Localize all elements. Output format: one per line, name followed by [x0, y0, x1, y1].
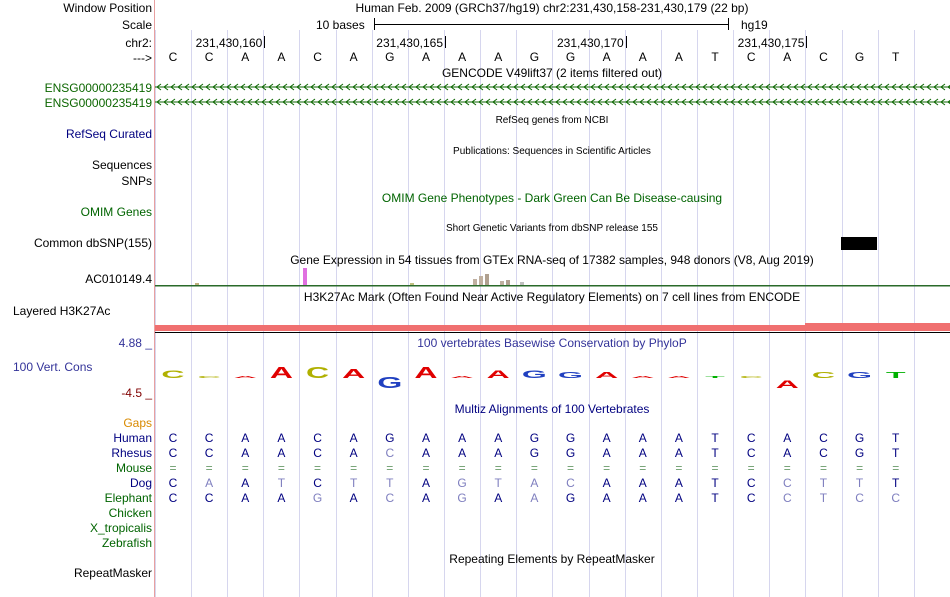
strand-arrow-label: ---> [133, 51, 152, 65]
dna-base: C [746, 50, 756, 64]
alignment-base: C [204, 431, 214, 445]
alignment-base: T [711, 431, 719, 445]
alignment-base: A [458, 446, 467, 460]
alignment-base: A [638, 446, 647, 460]
dna-base: A [277, 50, 286, 64]
alignment-base: A [421, 431, 430, 445]
coordinate-tick [626, 36, 627, 48]
phylop-track-title: 100 vertebrates Basewise Conservation by PhyloP [417, 336, 687, 350]
alignment-base: T [494, 476, 502, 490]
gtex-track-label[interactable]: AC010149.4 [85, 272, 152, 286]
alignment-base: C [566, 476, 575, 490]
dna-base: C [204, 50, 214, 64]
coordinate-tick [806, 36, 807, 48]
alignment-base: G [854, 431, 865, 445]
omim-track-label[interactable]: OMIM Genes [80, 205, 152, 219]
alignment-base: C [168, 476, 178, 490]
dna-base: A [349, 50, 358, 64]
alignment-base: A [421, 491, 430, 505]
track-image-area[interactable] [155, 0, 950, 597]
conservation-track-label[interactable]: 100 Vert. Cons [13, 360, 93, 374]
h3k27ac-track-title: H3K27Ac Mark (Often Found Near Active Regulatory Elements) on 7 cell lines from ENCODE [303, 290, 801, 304]
alignment-base: = [386, 461, 394, 475]
gaps-label: Gaps [123, 416, 152, 430]
alignment-base: A [277, 491, 286, 505]
alignment-base: A [494, 431, 503, 445]
alignment-base: = [458, 461, 466, 475]
alignment-base: T [892, 446, 900, 460]
alignment-base: A [783, 431, 792, 445]
alignment-base: A [674, 476, 683, 490]
conservation-logo-letter: A [631, 375, 655, 379]
alignment-base: = [566, 461, 574, 475]
conservation-logo-letter: C [197, 375, 221, 379]
alignment-base: T [277, 476, 286, 490]
alignment-base: T [819, 491, 828, 505]
alignment-base: = [783, 461, 791, 475]
alignment-base: A [602, 431, 611, 445]
dna-base: A [602, 50, 611, 64]
alignment-base: = [819, 461, 827, 475]
alignment-base: = [711, 461, 719, 475]
coordinate-label: 231,430,165 [376, 36, 444, 50]
alignment-base: A [674, 431, 683, 445]
refseq-track-label[interactable]: RefSeq Curated [65, 127, 152, 141]
species-label-mouse[interactable]: Mouse [115, 461, 152, 475]
track-labels-column [0, 0, 154, 597]
gencode-track-title: GENCODE V49lift37 (2 items filtered out) [441, 66, 663, 80]
alignment-base: C [891, 491, 901, 505]
alignment-base: A [349, 446, 358, 460]
alignment-base: C [168, 491, 178, 505]
alignment-base: C [385, 446, 395, 460]
window-position-text: Human Feb. 2009 (GRCh37/hg19) chr2:231,430,158-231,430,179 (22 bp) [355, 1, 749, 15]
alignment-base: A [638, 431, 647, 445]
alignment-base: T [819, 476, 828, 490]
conservation-min-label: -4.5 _ [121, 386, 152, 400]
alignment-base: G [385, 431, 395, 445]
dna-base: G [529, 50, 540, 64]
alignment-base: T [892, 431, 900, 445]
alignment-base: A [638, 476, 647, 490]
coordinate-tick [264, 36, 265, 48]
alignment-base: = [169, 461, 177, 475]
window-position-label: Window Position [63, 1, 152, 15]
alignment-base: = [639, 461, 647, 475]
alignment-base: A [241, 431, 250, 445]
alignment-base: = [856, 461, 864, 475]
conservation-logo-letter: G [558, 370, 583, 380]
gtex-expression-bars[interactable] [155, 266, 950, 288]
coordinate-label: 231,430,170 [556, 36, 624, 50]
conservation-logo-letter: G [377, 374, 403, 392]
conservation-logo-letter: A [414, 364, 438, 382]
scale-label: Scale [121, 18, 152, 32]
sequences-track-label[interactable]: Sequences [91, 158, 152, 172]
conservation-logo-letter: A [450, 375, 474, 379]
alignment-base: A [674, 491, 683, 505]
alignment-base: A [530, 491, 539, 505]
alignment-base: = [530, 461, 538, 475]
dna-base: A [674, 50, 683, 64]
dna-base: G [385, 50, 395, 64]
alignment-base: C [168, 431, 178, 445]
assembly-text: hg19 [741, 18, 768, 32]
conservation-logo-letter: A [486, 368, 510, 381]
dna-base: C [819, 50, 828, 64]
alignment-base: C [204, 491, 214, 505]
alignment-base: A [602, 446, 611, 460]
alignment-base: A [349, 491, 358, 505]
coordinate-label: 231,430,175 [737, 36, 805, 50]
alignment-base: A [458, 431, 467, 445]
alignment-base: = [277, 461, 285, 475]
gencode-gene-features[interactable] [155, 82, 950, 110]
dbsnp-track-label[interactable]: Common dbSNP(155) [33, 236, 152, 250]
scale-bar-line [374, 24, 728, 25]
alignment-base: C [746, 476, 756, 490]
dna-base: T [892, 50, 900, 64]
dna-base: G [565, 50, 576, 64]
scale-bar-text: 10 bases [316, 18, 365, 32]
alignment-base: = [494, 461, 502, 475]
alignment-base: A [494, 491, 503, 505]
alignment-base: A [421, 476, 430, 490]
alignment-base: G [529, 446, 540, 460]
alignment-base: G [529, 431, 540, 445]
dbsnp-variant-feature[interactable] [841, 237, 877, 250]
alignment-base: T [855, 476, 864, 490]
conservation-logo-letter: C [161, 368, 185, 381]
alignment-base: G [457, 476, 467, 490]
alignment-base: C [782, 491, 792, 505]
alignment-base: C [313, 476, 322, 490]
alignment-base: C [204, 446, 214, 460]
alignment-base: A [241, 491, 250, 505]
alignment-base: A [602, 476, 611, 490]
species-label-rhesus[interactable]: Rhesus [111, 446, 152, 460]
alignment-base: = [747, 461, 755, 475]
alignment-base: G [565, 491, 576, 505]
phylop-conservation-logo[interactable] [155, 360, 950, 402]
alignment-base: C [746, 446, 756, 460]
conservation-logo-letter: T [885, 370, 906, 380]
species-label-chicken[interactable]: Chicken [108, 506, 152, 520]
alignment-base: C [746, 431, 756, 445]
alignment-base: = [205, 461, 213, 475]
h3k27ac-signal-bar[interactable] [155, 325, 805, 331]
h3k27ac-track-label[interactable]: Layered H3K27Ac [13, 304, 111, 318]
dna-base: T [711, 50, 719, 64]
conservation-logo-letter: C [305, 364, 330, 382]
dna-base: C [168, 50, 178, 64]
species-label-dog[interactable]: Dog [129, 476, 152, 490]
conservation-logo-letter: A [269, 364, 293, 382]
publications-track-title: Publications: Sequences in Scientific Articles [453, 146, 651, 157]
conservation-logo-letter: A [667, 375, 691, 379]
alignment-base: G [854, 446, 865, 460]
alignment-base: A [494, 446, 503, 460]
alignment-base: = [422, 461, 430, 475]
alignment-base: = [892, 461, 900, 475]
dbsnp-track-title: Short Genetic Variants from dbSNP release 155 [446, 223, 658, 234]
dna-base: A [494, 50, 503, 64]
alignment-base: C [313, 446, 322, 460]
conservation-logo-letter: A [233, 375, 257, 379]
dna-base: A [458, 50, 467, 64]
alignment-base: T [892, 476, 900, 490]
alignment-base: A [638, 491, 647, 505]
alignment-base: C [819, 446, 828, 460]
alignment-base: A [783, 446, 792, 460]
alignment-base: C [313, 431, 322, 445]
alignment-base: G [565, 431, 576, 445]
alignment-base: T [711, 476, 719, 490]
alignment-base: A [421, 446, 430, 460]
repeatmasker-track-label[interactable]: RepeatMasker [73, 566, 152, 580]
conservation-logo-letter: C [811, 370, 836, 380]
dna-base: A [241, 50, 250, 64]
conservation-logo-letter: A [595, 370, 619, 380]
alignment-base: A [241, 446, 250, 460]
conservation-logo-letter: A [775, 378, 799, 391]
alignment-base: = [603, 461, 611, 475]
chromosome-label: chr2: [125, 36, 152, 50]
alignment-base: A [277, 431, 286, 445]
alignment-base: A [277, 446, 286, 460]
alignment-base: A [602, 491, 611, 505]
dna-base: A [421, 50, 430, 64]
coordinate-tick [445, 36, 446, 48]
gencode-gene-label-2[interactable]: ENSG00000235419 [44, 96, 152, 110]
dna-base: A [638, 50, 647, 64]
gencode-gene-label-1[interactable]: ENSG00000235419 [44, 81, 152, 95]
alignment-base: C [168, 446, 178, 460]
conservation-logo-letter: C [739, 375, 763, 379]
alignment-base: A [530, 476, 539, 490]
conservation-max-label: 4.88 _ [118, 336, 152, 350]
alignment-base: T [386, 476, 394, 490]
alignment-base: A [241, 476, 250, 490]
conservation-logo-letter: G [847, 370, 873, 380]
species-label-elephant[interactable]: Elephant [104, 491, 152, 505]
dna-base: A [783, 50, 792, 64]
alignment-base: G [565, 446, 576, 460]
alignment-base: C [746, 491, 756, 505]
species-label-x_tropicalis[interactable]: X_tropicalis [89, 521, 152, 535]
h3k27ac-signal-peak[interactable] [805, 323, 950, 331]
alignment-base: C [782, 476, 792, 490]
scale-bar-right-tick [728, 18, 729, 30]
alignment-base: = [314, 461, 322, 475]
alignment-base: C [855, 491, 864, 505]
alignment-base: C [385, 491, 395, 505]
gtex-track-title: Gene Expression in 54 tissues from GTEx RNA-seq of 17382 samples, 948 donors (V8, Aug 2019) [290, 253, 814, 267]
alignment-base: A [205, 476, 214, 490]
scale-bar-left-tick [374, 18, 375, 30]
conservation-logo-letter: A [342, 366, 366, 382]
alignment-base: T [711, 446, 719, 460]
repeatmasker-track-title: Repeating Elements by RepeatMasker [449, 552, 655, 566]
species-label-human[interactable]: Human [113, 431, 152, 445]
species-label-zebrafish[interactable]: Zebrafish [101, 536, 152, 550]
alignment-base: = [675, 461, 683, 475]
omim-track-title: OMIM Gene Phenotypes - Dark Green Can Be Disease-causing [381, 191, 723, 205]
alignment-base: G [312, 491, 323, 505]
alignment-base: T [350, 476, 358, 490]
alignment-base: T [711, 491, 719, 505]
snps-track-label[interactable]: SNPs [121, 174, 152, 188]
refseq-track-title: RefSeq genes from NCBI [495, 115, 609, 126]
coordinate-label: 231,430,160 [195, 36, 263, 50]
dna-base: C [313, 50, 322, 64]
conservation-logo-letter: G [521, 368, 547, 381]
alignment-base: = [350, 461, 358, 475]
alignment-base: C [819, 431, 828, 445]
alignment-base: A [674, 446, 683, 460]
multiz-track-title: Multiz Alignments of 100 Vertebrates [454, 402, 650, 416]
alignment-base: G [457, 491, 467, 505]
conservation-logo-letter: T [705, 375, 725, 379]
alignment-base: = [241, 461, 249, 475]
dna-base: G [854, 50, 865, 64]
h3k27ac-baseline [155, 332, 950, 333]
alignment-base: A [349, 431, 358, 445]
